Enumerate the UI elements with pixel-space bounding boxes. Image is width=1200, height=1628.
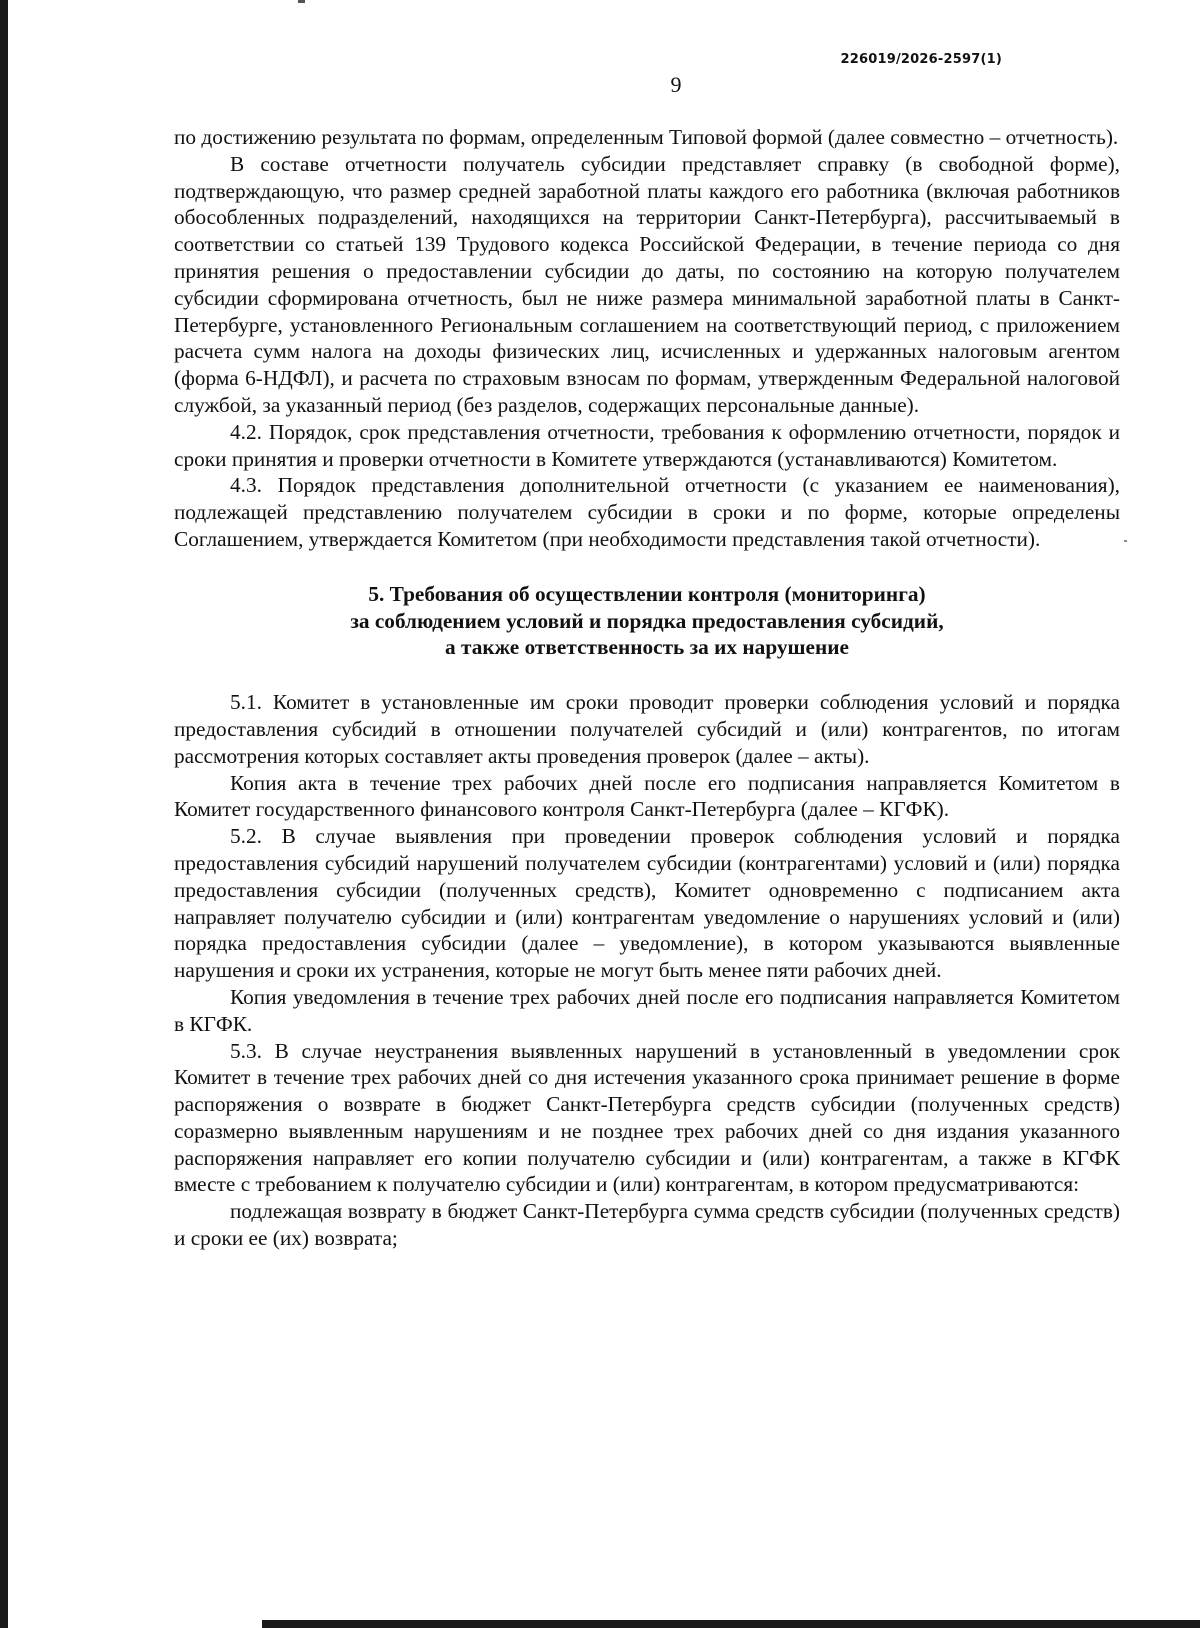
section-heading-line: 5. Требования об осуществлении контроля (мониторинга) [368, 581, 926, 606]
paragraph: подлежащая возврату в бюджет Санкт-Петербурга сумма средств субсидии (полученных средств) и сроки ее (их) возврата; [174, 1199, 1120, 1251]
paragraph: В составе отчетности получатель субсидии представляет справку (в свободной форме), подтверждающую, что размер средней заработной платы каждого его работника (включая работников обособленных подразделений, находящихся на территории Санкт-Петербурга), рассчитываемый в соответствии со статьей 139 Трудового кодекса Российской Федерации, в течение периода со дня принятия решения о предоставлении субсидии до даты, по состоянию на которую получателем субсидии сформирована отчетность, был не ниже размера минимальной заработной платы в Санкт-Петербурге, установленного Региональным соглашением на соответствующий период, с приложением расчета сумм налога на доходы физических лиц, исчисленных и удержанных налоговым агентом (форма 6-НДФЛ), и расчета по страховым взносам по формам, утвержденным Федеральной налоговой службой, за указанный период (без разделов, содержащих персональные данные). [174, 151, 1120, 417]
paragraph: по достижению результата по формам, определенным Типовой формой (далее совместно – отчетность). [174, 125, 1119, 149]
paragraph: 4.3. Порядок представления дополнительной отчетности (с указанием ее наименования), подлежащей представлению получателем субсидии в сроки и по форме, которые определены Соглашением, утверждается Комитетом (при необходимости представления такой отчетности). [174, 473, 1120, 551]
section-heading-line: за соблюдением условий и порядка предоставления субсидий, [350, 608, 944, 633]
page-number: 9 [670, 72, 682, 97]
scan-bottom-edge [262, 1620, 1200, 1628]
paragraph: 4.2. Порядок, срок представления отчетности, требования к оформлению отчетности, порядок и сроки принятия и проверки отчетности в Комитете утверждаются (устанавливаются) Комитетом. [174, 419, 1120, 471]
paragraph: Копия уведомления в течение трех рабочих дней после его подписания направляется Комитетом в КГФК. [174, 984, 1120, 1036]
paragraph: 5.2. В случае выявления при проведении проверок соблюдения условий и порядка предоставления субсидий нарушений получателем субсидии (контрагентами) условий и (или) порядка предоставления субсидии (полученных средств), Комитет одновременно с подписанием акта направляет получателю субсидии и (или) контрагентам уведомление о нарушениях условий и (или) порядка предоставления субсидии (далее – уведомление), в котором указываются выявленные нарушения и сроки их устранения, которые не могут быть менее пяти рабочих дней. [174, 824, 1120, 983]
scan-mark [1124, 540, 1127, 542]
document-number: 226019/2026-2597(1) [840, 52, 1002, 67]
section-heading-line: а также ответственность за их нарушение [445, 635, 849, 660]
section-heading [174, 581, 1120, 661]
scan-left-edge [0, 0, 8, 1628]
paragraph: Копия акта в течение трех рабочих дней после его подписания направляется Комитетом в Комитет государственного финансового контроля Санкт-Петербурга (далее – КГФК). [174, 770, 1120, 822]
scan-mark [298, 0, 305, 3]
document-body [174, 124, 1120, 1252]
paragraph: 5.1. Комитет в установленные им сроки проводит проверки соблюдения условий и порядка предоставления субсидий в отношении получателей субсидий и (или) контрагентов, по итогам рассмотрения которых составляет акты проведения проверок (далее – акты). [174, 690, 1120, 768]
paragraph: 5.3. В случае неустранения выявленных нарушений в установленный в уведомлении срок Комитет в течение трех рабочих дней со дня истечения указанного срока принимает решение в форме распоряжения о возврате в бюджет Санкт-Петербурга средств субсидии (полученных средств) соразмерно выявленным нарушениям и не позднее трех рабочих дней со дня издания указанного распоряжения направляет его копии получателю субсидии и (или) контрагентам, а также в КГФК вместе с требованием к получателю субсидии и (или) контрагентам, в котором предусматриваются: [174, 1038, 1120, 1197]
